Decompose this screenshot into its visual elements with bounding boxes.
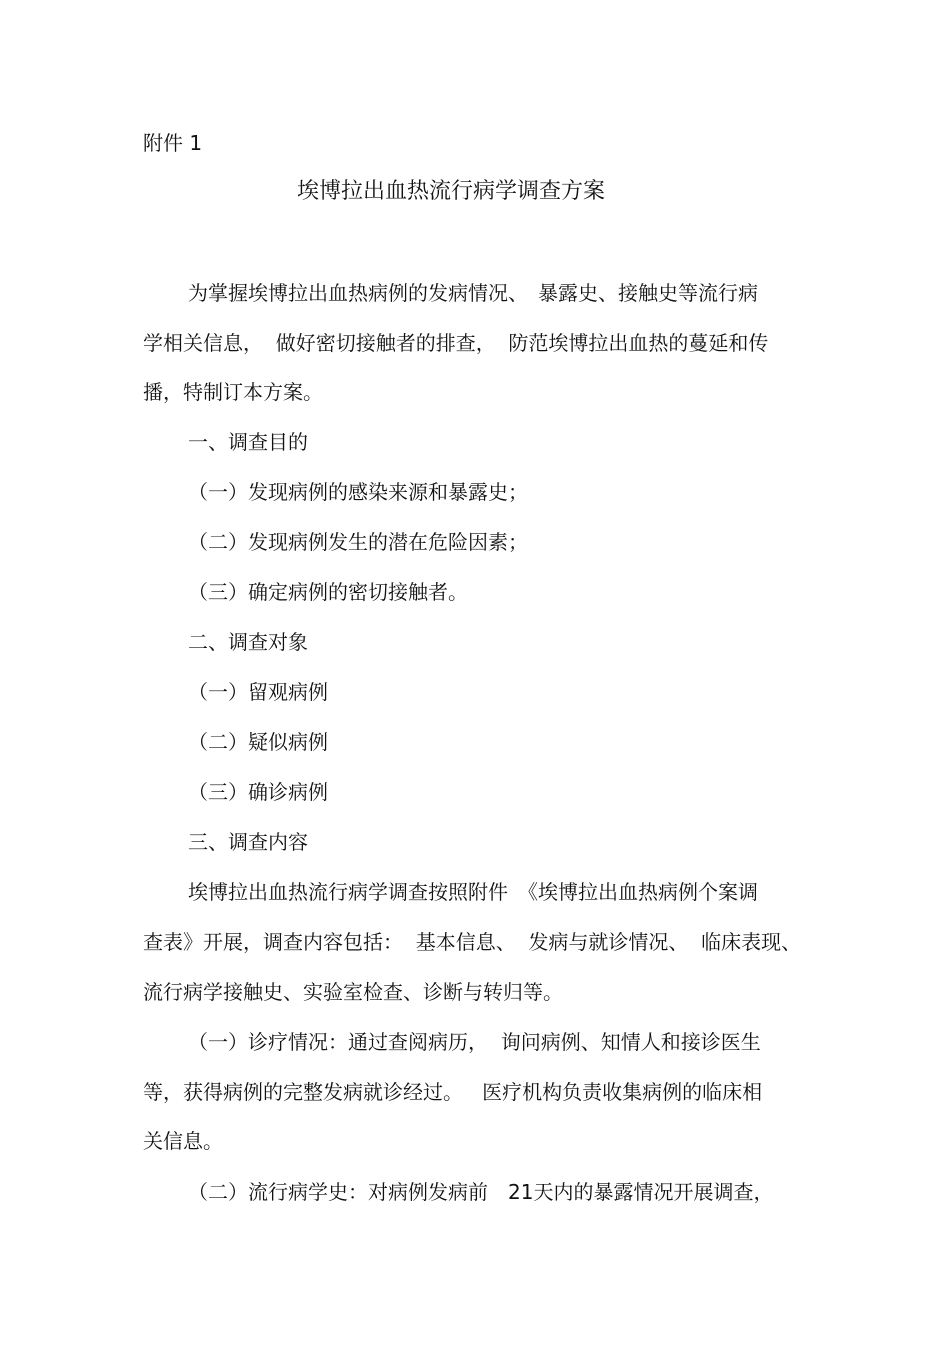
intro-line-1: 为掌握埃博拉出血热病例的发病情况、 暴露史、接触史等流行病 bbox=[188, 281, 758, 305]
section-3-para-2-line-2: 等，获得病例的完整发病就诊经过。 医疗机构负责收集病例的临床相 bbox=[143, 1080, 763, 1104]
document-title: 埃博拉出血热流行病学调查方案 bbox=[297, 179, 606, 204]
intro-line-2: 学相关信息， 做好密切接触者的排查， 防范埃博拉出血热的蔓延和传 bbox=[143, 331, 769, 355]
section-3-para-2-line-1: （一）诊疗情况：通过查阅病历， 询问病例、知情人和接诊医生 bbox=[188, 1030, 761, 1054]
section-3-heading: 三、调查内容 bbox=[188, 830, 308, 854]
section-2-item-1: （一）留观病例 bbox=[188, 680, 328, 704]
section-3-para-2-line-3: 关信息。 bbox=[143, 1129, 223, 1153]
section-2-item-2: （二）疑似病例 bbox=[188, 730, 328, 754]
section-1-item-3: （三）确定病例的密切接触者。 bbox=[188, 580, 468, 604]
attachment-label: 附件 1 bbox=[143, 131, 203, 155]
section-1-heading: 一、调查目的 bbox=[188, 430, 308, 454]
section-2-heading: 二、调查对象 bbox=[188, 630, 308, 654]
section-1-item-1: （一）发现病例的感染来源和暴露史； bbox=[188, 480, 528, 504]
section-3-para-1-line-1: 埃博拉出血热流行病学调查按照附件 《埃博拉出血热病例个案调 bbox=[188, 880, 758, 904]
section-1-item-2: （二）发现病例发生的潜在危险因素； bbox=[188, 530, 528, 554]
section-2-item-3: （三）确诊病例 bbox=[188, 780, 328, 804]
section-3-para-3-line-1: （二）流行病学史：对病例发病前 21天内的暴露情况开展调查， bbox=[188, 1180, 774, 1204]
intro-line-3: 播，特制订本方案。 bbox=[143, 380, 323, 404]
section-3-para-1-line-3: 流行病学接触史、实验室检查、诊断与转归等。 bbox=[143, 980, 563, 1004]
section-3-para-1-line-2: 查表》开展，调查内容包括： 基本信息、 发病与就诊情况、 临床表现、 bbox=[143, 930, 802, 954]
